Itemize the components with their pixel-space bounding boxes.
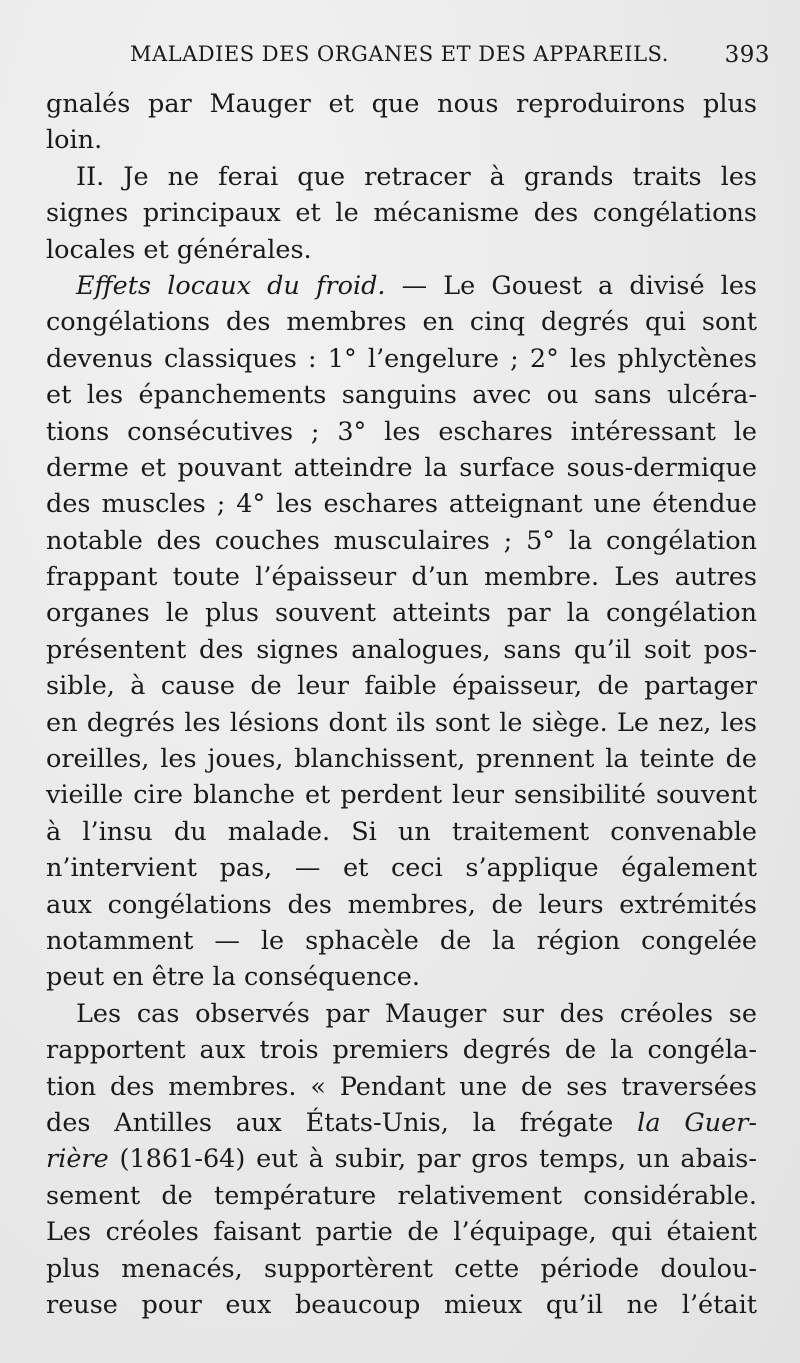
text-line	[46, 1105, 757, 1141]
text-line: à l’insu du malade. Si un traitement convenable	[46, 816, 757, 847]
text-line: Les créoles faisant partie de l’équipage, qui étaient	[46, 1217, 757, 1248]
text-line: congélations des membres en cinq degrés qui sont	[46, 307, 757, 338]
body-text	[46, 86, 757, 1323]
text-line: présentent des signes analogues, sans qu’il soit pos-	[46, 634, 757, 665]
page-number: 393	[724, 42, 770, 68]
text-line: II. Je ne ferai que retracer à grands traits les	[76, 161, 757, 192]
text-line: tions consécutives ; 3° les eschares intéressant le	[46, 416, 757, 447]
text-line: notable des couches musculaires ; 5° la congélation	[46, 525, 757, 556]
text-line: organes le plus souvent atteints par la congélation	[46, 598, 757, 629]
text-line: des muscles ; 4° les eschares atteignant une étendue	[46, 489, 757, 520]
text-line: sible, à cause de leur faible épaisseur, de partager	[46, 671, 757, 702]
text-line	[46, 268, 757, 304]
running-title: MALADIES DES ORGANES ET DES APPAREILS.	[130, 42, 669, 66]
text-line: vieille cire blanche et perdent leur sensibilité souvent	[46, 780, 757, 811]
text-line: devenus classiques : 1° l’engelure ; 2° les phlyctènes	[46, 343, 757, 374]
text-line: notamment — le sphacèle de la région congelée	[46, 925, 757, 956]
running-header	[130, 42, 770, 74]
text-line: tion des membres. « Pendant une de ses traversées	[46, 1071, 757, 1102]
text-line: rapportent aux trois premiers degrés de la congéla-	[46, 1035, 757, 1066]
text-line: oreilles, les joues, blanchissent, prennent la teinte de	[46, 744, 757, 775]
text-line	[46, 1141, 757, 1177]
text-line: Les cas observés par Mauger sur des créoles se	[76, 998, 757, 1029]
text-line: locales et générales.	[46, 234, 312, 265]
text-fragment: des Antilles aux États-Unis, la frégate	[46, 1107, 638, 1138]
text-line: frappant toute l’épaisseur d’un membre. Les autres	[46, 562, 757, 593]
ship-name-italic: rière	[46, 1144, 109, 1175]
text-line: peut en être la conséquence.	[46, 962, 420, 993]
ship-name-italic: la Guer-	[637, 1107, 757, 1138]
text-fragment: (1861-64) eut à subir, par gros temps, un abais-	[108, 1144, 757, 1175]
text-fragment: — Le Gouest a divisé les	[385, 270, 757, 301]
text-line: sement de température relativement considérable.	[46, 1180, 757, 1211]
text-line: n’intervient pas, — et ceci s’applique également	[46, 853, 757, 884]
text-line: gnalés par Mauger et que nous reproduirons plus	[46, 89, 757, 119]
text-line: plus menacés, supportèrent cette période doulou-	[46, 1253, 757, 1284]
text-line: aux congélations des membres, de leurs extrémités	[46, 889, 757, 920]
text-line: loin.	[46, 125, 103, 156]
text-line: derme et pouvant atteindre la surface sous-dermique	[46, 452, 757, 483]
text-line: en degrés les lésions dont ils sont le siège. Le nez, les	[46, 707, 757, 738]
italic-heading: Effets locaux du froid.	[76, 270, 386, 301]
text-line: reuse pour eux beaucoup mieux qu’il ne l’était	[46, 1289, 757, 1320]
text-line: et les épanchements sanguins avec ou sans ulcéra-	[46, 380, 757, 411]
text-line: signes principaux et le mécanisme des congélations	[46, 198, 757, 229]
